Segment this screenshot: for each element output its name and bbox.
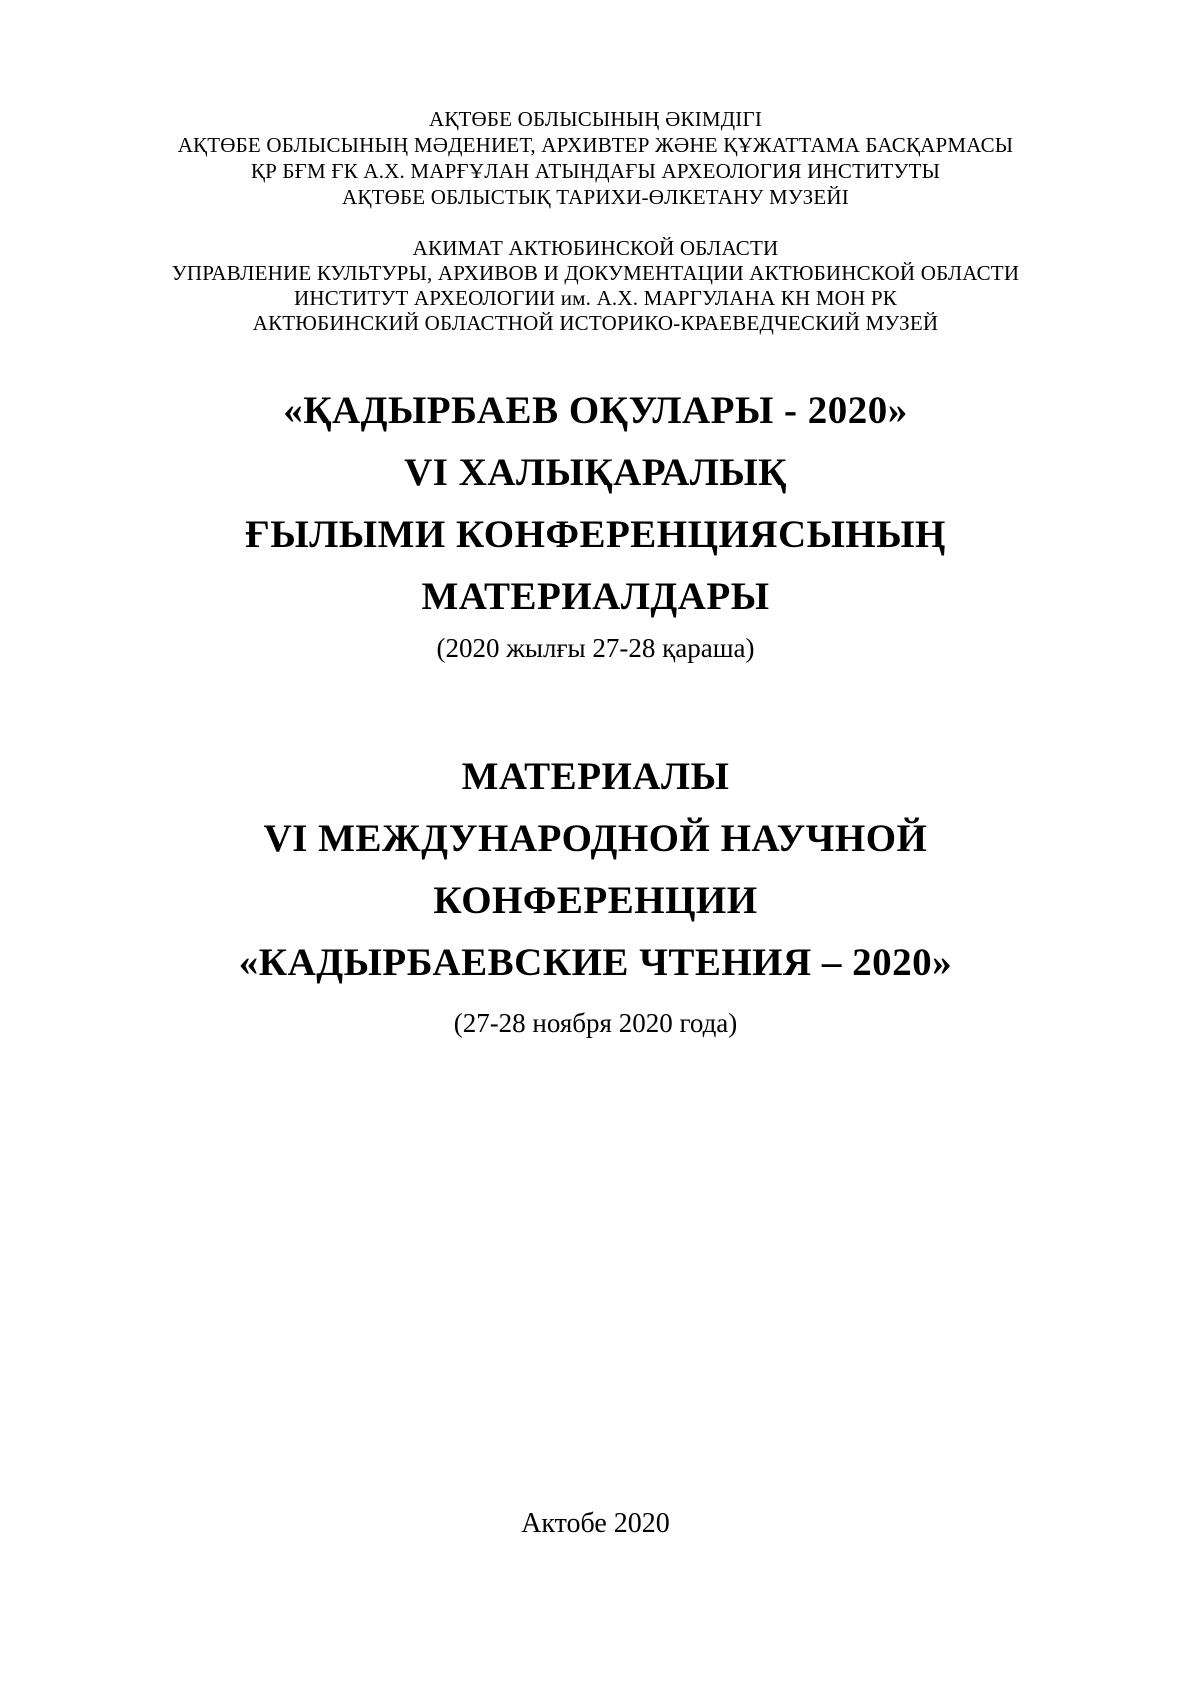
- org-line-kk-3: ҚР БҒМ ҒК А.Х. МАРҒҰЛАН АТЫНДАҒЫ АРХЕОЛОГИЯ ИНСТИТУТЫ: [250, 159, 941, 183]
- org-line-ru-2: УПРАВЛЕНИЕ КУЛЬТУРЫ, АРХИВОВ И ДОКУМЕНТАЦИИ АКТЮБИНСКОЙ ОБЛАСТИ: [171, 261, 1020, 285]
- title-ru-line-2: VI МЕЖДУНАРОДНОЙ НАУЧНОЙ: [263, 817, 928, 860]
- org-line-kk-4: АҚТӨБЕ ОБЛЫСТЫҚ ТАРИХИ-ӨЛКЕТАНУ МУЗЕЙІ: [342, 185, 849, 209]
- title-kk-line-4: МАТЕРИАЛДАРЫ: [421, 575, 770, 618]
- org-line-ru-3: ИНСТИТУТ АРХЕОЛОГИИ им. А.Х. МАРГУЛАНА КН МОН РК: [294, 286, 897, 310]
- title-ru-line-1: МАТЕРИАЛЫ: [461, 755, 730, 798]
- title-ru-line-4: «КАДЫРБАЕВСКИЕ ЧТЕНИЯ – 2020»: [238, 941, 953, 984]
- title-kk-line-1: «ҚАДЫРБАЕВ ОҚУЛАРЫ - 2020»: [283, 389, 908, 432]
- organizations-kazakh-block: [0, 106, 1191, 210]
- conference-date-russian: (27-28 ноября 2020 года): [453, 1008, 738, 1038]
- org-line-kk-2: АҚТӨБЕ ОБЛЫСЫНЫҢ МӘДЕНИЕТ, АРХИВТЕР ЖӘНЕ ҚҰЖАТТАМА БАСҚАРМАСЫ: [177, 133, 1014, 157]
- organizations-russian-block: [0, 236, 1191, 336]
- conference-title-russian: [0, 746, 1191, 994]
- title-ru-line-3: КОНФЕРЕНЦИИ: [433, 879, 758, 922]
- title-kk-line-2: VI ХАЛЫҚАРАЛЫҚ: [404, 451, 787, 494]
- conference-title-kazakh: [0, 380, 1191, 628]
- conference-date-kazakh: (2020 жылғы 27-28 қараша): [436, 633, 755, 663]
- org-line-ru-4: АКТЮБИНСКИЙ ОБЛАСТНОЙ ИСТОРИКО-КРАЕВЕДЧЕСКИЙ МУЗЕЙ: [252, 311, 939, 335]
- org-line-kk-1: АҚТӨБЕ ОБЛЫСЫНЫҢ ӘКІМДІГІ: [428, 107, 763, 131]
- title-kk-line-3: ҒЫЛЫМИ КОНФЕРЕНЦИЯСЫНЫҢ: [245, 513, 946, 556]
- org-line-ru-1: АКИМАТ АКТЮБИНСКОЙ ОБЛАСТИ: [412, 236, 779, 260]
- imprint-city-year: Актобе 2020: [521, 1508, 670, 1539]
